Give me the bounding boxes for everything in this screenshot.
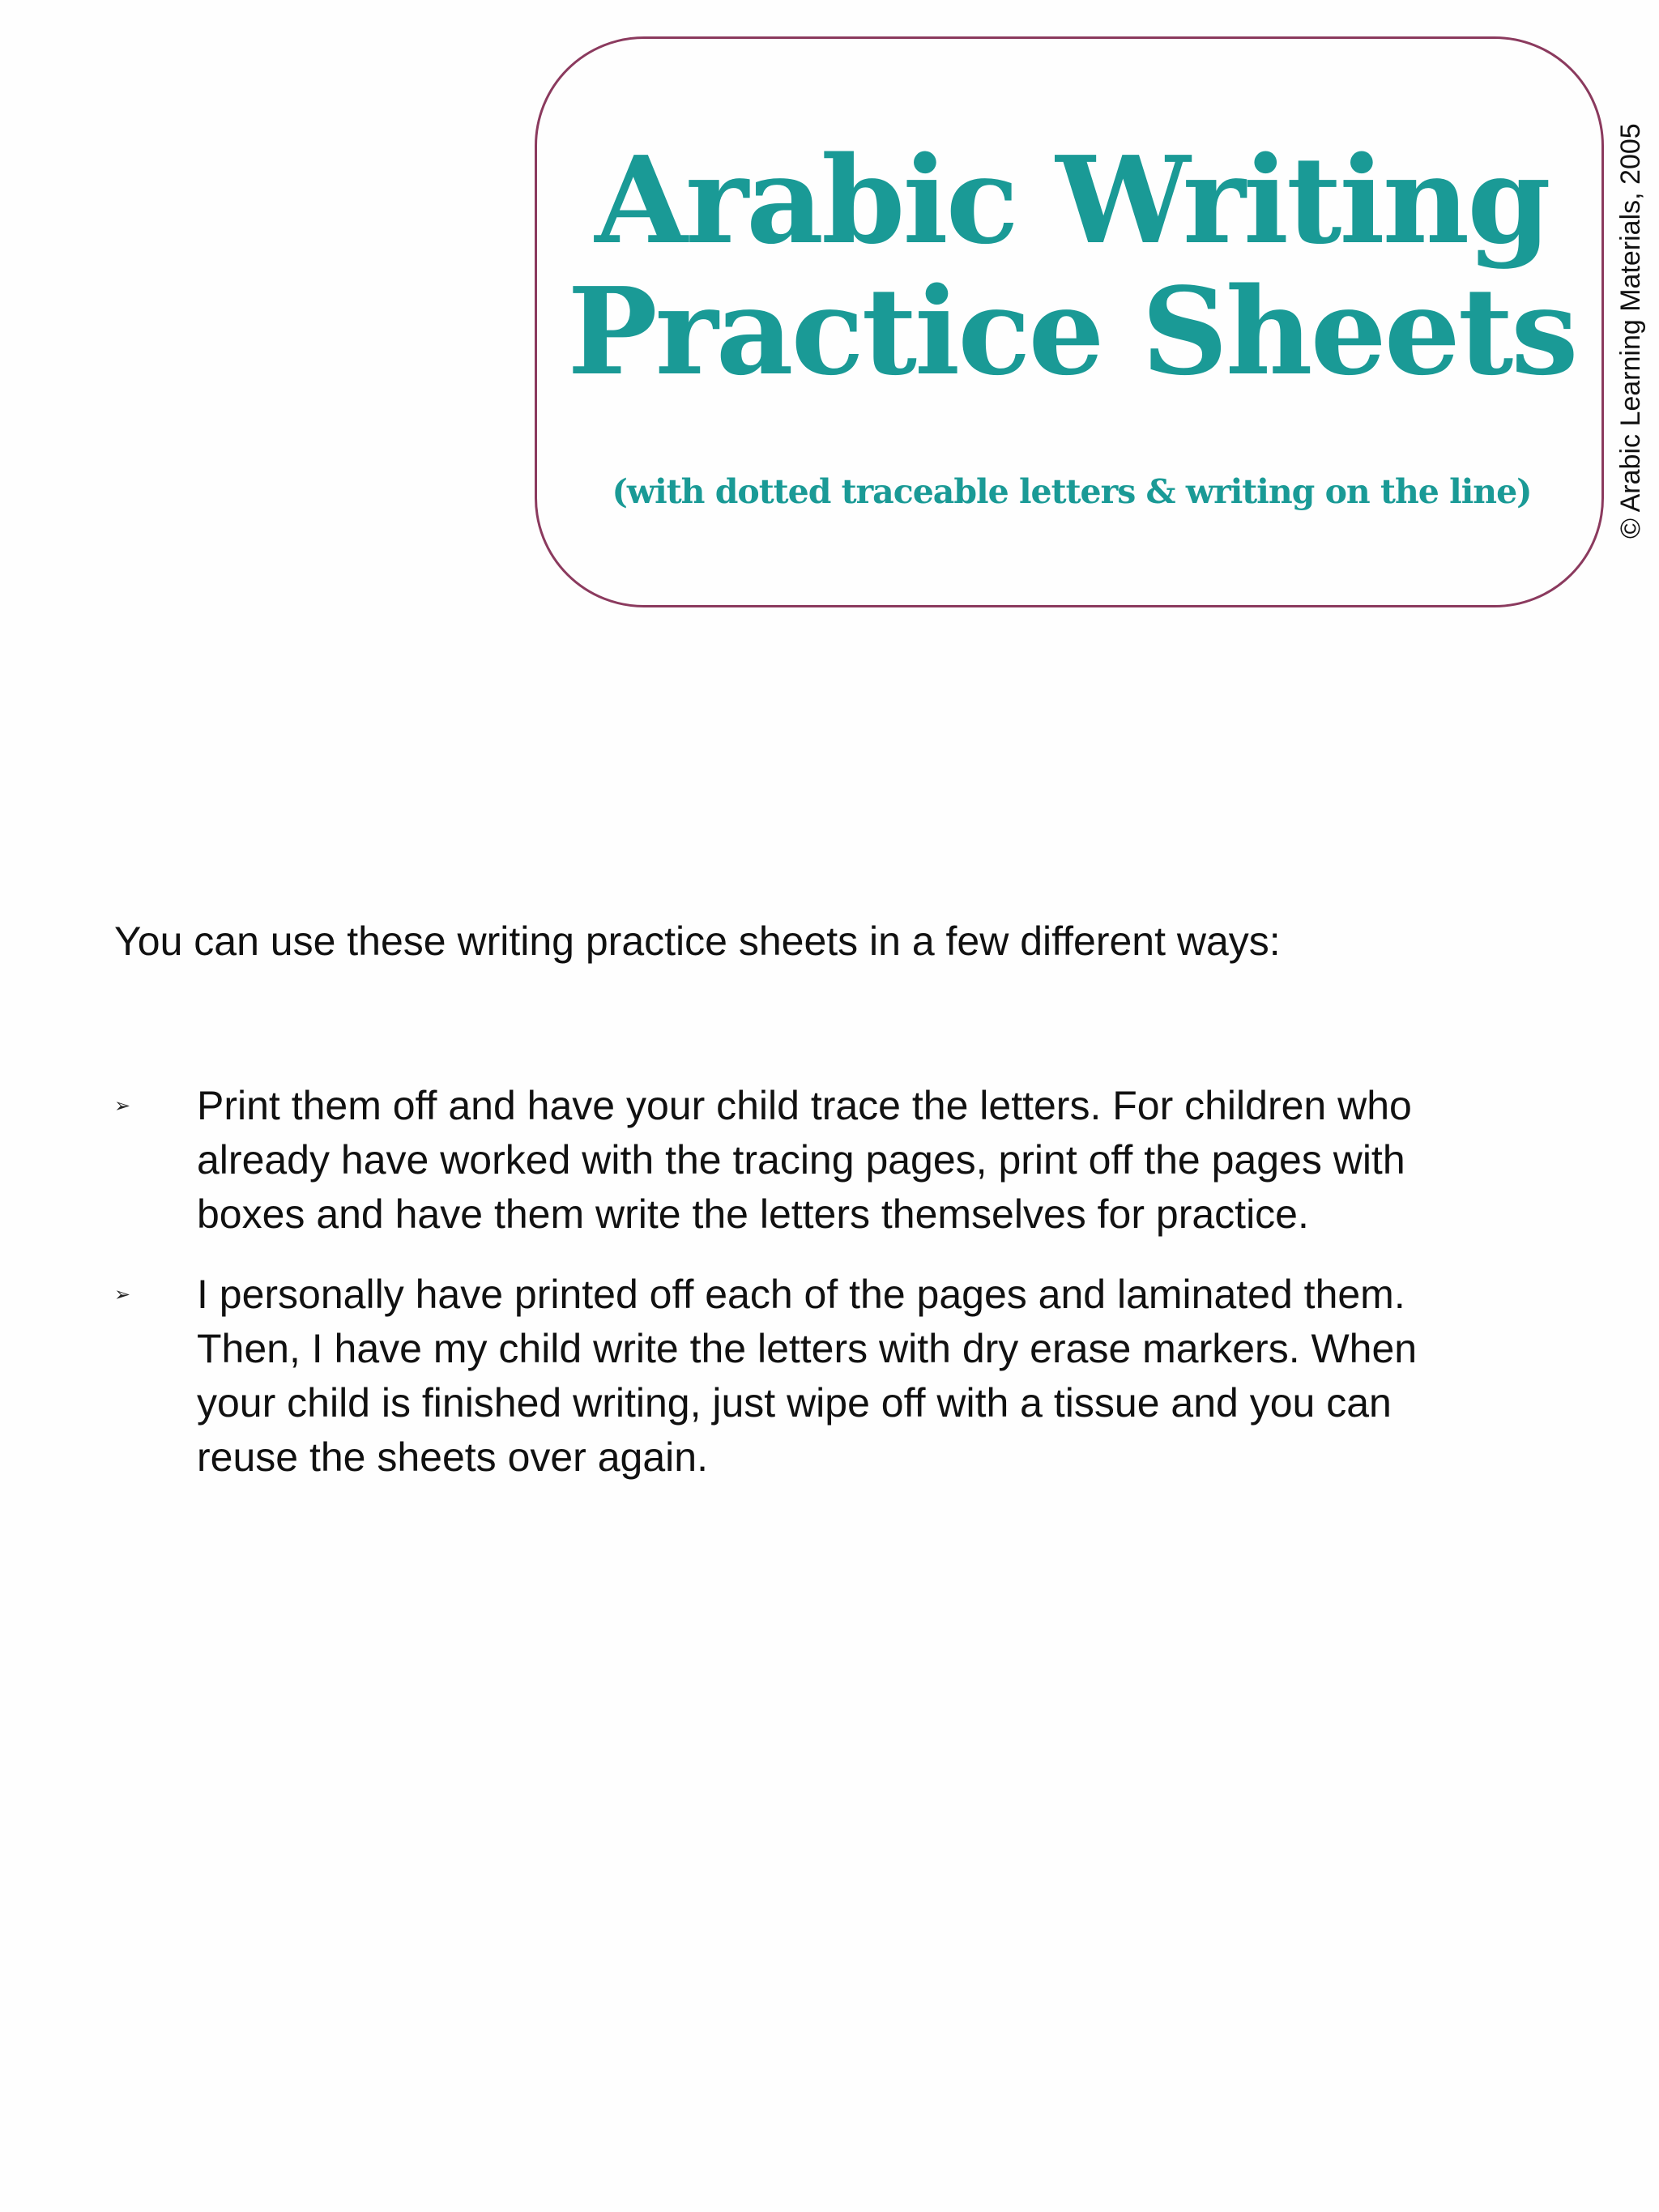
list-item [114, 1079, 1556, 1242]
title-line-1: Arabic Writing [595, 130, 1549, 271]
arrow-bullet-icon: ➢ [114, 1095, 131, 1117]
page-subtitle: (with dotted traceable letters & writing on the line) [612, 472, 1532, 511]
arrow-bullet-icon: ➢ [114, 1284, 131, 1306]
page-title [537, 130, 1606, 402]
copyright-notice: © Arabic Learning Materials, 2005 [1615, 123, 1646, 539]
usage-list [114, 1079, 1556, 1511]
title-box [535, 36, 1604, 607]
intro-text: You can use these writing practice sheets in a few different ways: [114, 918, 1281, 964]
list-item-text: Print them off and have your child trace the letters. For children who already have worked with the tracing pages, print off the pages with boxes and have them write the letters themselves for practice. [197, 1083, 1412, 1237]
title-line-2: Practice Sheets [567, 261, 1576, 402]
list-item-text: I personally have printed off each of the pages and laminated them. Then, I have my child write the letters with dry erase markers. When your child is finished writing, just wipe off with a tissue and you can reuse the sheets over again. [197, 1272, 1418, 1480]
list-item [114, 1268, 1556, 1485]
